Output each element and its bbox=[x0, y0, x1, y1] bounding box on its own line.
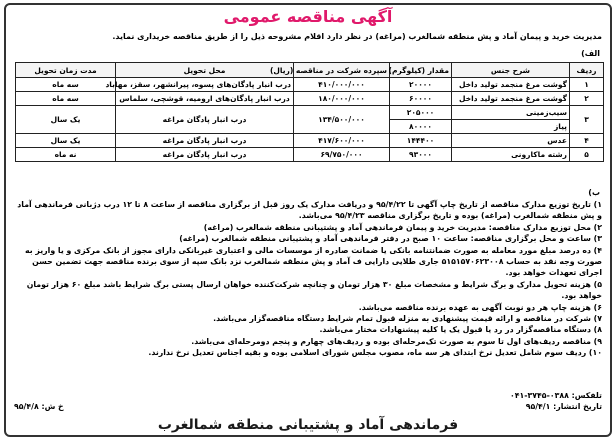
clause: ۱) تاریخ توزیع مدارک مناقصه از تاریخ چاپ آگهی تا ۹۵/۴/۲۲ و دریافت مدارک یک روز قبل از برگزاری مناقصه از ساعت ۸ تا ۱۲ درب دژبانی فرماندهی آماد و پش منطقه شمالغرب (مراغه) بوده و تاریخ برگزاری مناقصه ۹۵/۴/۲۳ می‌باشد. bbox=[17, 200, 602, 221]
cell-time: یک سال bbox=[16, 134, 116, 148]
footer bbox=[14, 390, 602, 412]
cell-place: درب انبار پادگان مراغه bbox=[116, 148, 294, 162]
cell-no: ۵ bbox=[570, 148, 604, 162]
col-header-qty: مقدار (کیلوگرم) bbox=[390, 63, 452, 78]
cell-place: درب انبار پادگان‌های پسوه، پیرانشهر، سقز، مهاباد bbox=[116, 78, 294, 92]
table-row bbox=[16, 148, 604, 162]
page-title: آگهی مناقصه عمومی bbox=[223, 7, 393, 26]
cell-time: سه ماه bbox=[16, 78, 116, 92]
cell-item: رشته ماکارونی bbox=[452, 148, 570, 162]
cell-qty: ۹۳۰۰۰ bbox=[390, 148, 452, 162]
cell-no: ۴ bbox=[570, 134, 604, 148]
clause: ۹) مناقصه ردیف‌های اول تا سوم به صورت تک‌مرحله‌ای بوده و ردیف‌های چهارم و پنجم دومرحله‌ای می‌باشد. bbox=[191, 336, 602, 346]
cell-deposit: ۱۸۰/۰۰۰/۰۰۰ bbox=[294, 92, 390, 106]
cell-no: ۱ bbox=[570, 78, 604, 92]
clause: ۸) دستگاه مناقصه‌گزار در رد یا قبول یک یا کلیه پیشنهادات مختار می‌باشد. bbox=[319, 325, 602, 335]
cell-deposit: ۴۱۷/۶۰۰/۰۰۰ bbox=[294, 134, 390, 148]
col-header-item: شرح جنس bbox=[452, 63, 570, 78]
cell-place: درب انبار پادگان مراغه bbox=[116, 106, 294, 134]
cell-place: درب انبار پادگان مراغه bbox=[116, 134, 294, 148]
cell-qty: ۱۴۴۴۰۰ bbox=[390, 134, 452, 148]
table-header-row bbox=[16, 63, 604, 78]
table-row bbox=[16, 78, 604, 92]
clause: ۲) محل توزیع مدارک مناقصه: مدیریت خرید و پیمان فرماندهی آماد و پشتیبانی منطقه شمالغرب (مراغه) bbox=[203, 222, 602, 232]
table-row bbox=[16, 92, 604, 106]
clause: ۴) ده درصد مبلغ مورد معامله به صورت ضمانتنامه بانکی یا ضمانت صادره از موسسات مالی و اعتباری غیربانکی دارای مجوز از بانک مرکزی و یا واریز به صورت وجه نقد به حساب ۵۱۵۱۵۷۰۶۲۳۰۰۸ جاری طلایی دارایی ف آماد و پش منطقه شمالغرب نزد بانک سپه از سوی برنده مناقصه جهت تضمین حسن اجرای تعهدات خواهد بود. bbox=[25, 245, 602, 278]
cell-qty: ۲۰۵۰۰۰ bbox=[390, 106, 452, 120]
cell-time: نه ماه bbox=[16, 148, 116, 162]
clause: ۳) ساعت و محل برگزاری مناقصه: ساعت ۱۰ صبح در دفتر فرماندهی آماد و پشتیبانی منطقه شمالغرب (مراغه) bbox=[179, 234, 602, 244]
cell-deposit: ۴۱۰/۰۰۰/۰۰۰ bbox=[294, 78, 390, 92]
col-header-time: مدت زمان تحویل bbox=[16, 63, 116, 78]
clause: ۶) هزینه چاپ هر دو نوبت آگهی به عهده برنده مناقصه می‌باشد. bbox=[358, 302, 602, 312]
publish-date-1: تاریخ انتشار: ۹۵/۴/۱ bbox=[525, 402, 602, 411]
clause: ۱۰) ردیف سوم شامل تعدیل نرخ ابتدای هر سه ماه، مصوب مجلس شورای اسلامی بوده و بقیه اجناس تعدیل نرخ ندارند. bbox=[148, 348, 602, 358]
cell-time: سه ماه bbox=[16, 92, 116, 106]
cell-item: پیاز bbox=[452, 120, 570, 134]
phone-text: تلفکس: ۰۳۸۸-۳۷۴۵-۰۴۱ bbox=[510, 391, 602, 400]
organization-name: فرماندهی آماد و پشتیبانی منطقه شمالغرب bbox=[157, 417, 459, 433]
cell-place: درب انبار پادگان‌های ارومیه، قوشچی، سلماس bbox=[116, 92, 294, 106]
cell-deposit: ۶۹/۷۵۰/۰۰۰ bbox=[294, 148, 390, 162]
cell-item: عدس bbox=[452, 134, 570, 148]
section-a-label: الف) bbox=[581, 49, 600, 58]
cell-item: گوشت مرغ منجمد تولید داخل bbox=[452, 92, 570, 106]
clause: ۷) شرکت در مناقصه و ارائه قیمت پیشنهادی به منزله قبول تمام شرایط دستگاه مناقصه‌گزار می‌باشد. bbox=[213, 314, 602, 324]
col-header-no: ردیف bbox=[570, 63, 604, 78]
cell-deposit: ۱۳۴/۵۰۰/۰۰۰ bbox=[294, 106, 390, 134]
cell-qty: ۲۰۰۰۰ bbox=[390, 78, 452, 92]
table-row bbox=[16, 106, 604, 120]
cell-no: ۳ bbox=[570, 106, 604, 134]
cell-qty: ۶۰۰۰۰ bbox=[390, 92, 452, 106]
intro-text: مدیریت خرید و پیمان آماد و پش منطقه شمالغرب (مراغه) در نظر دارد اقلام مشروحه ذیل را از طریق مناقصه خریداری نماید. bbox=[112, 32, 602, 41]
publish-date-2: خ ش: ۹۵/۴/۸ bbox=[14, 402, 64, 411]
col-header-place: محل تحویل bbox=[116, 63, 294, 78]
items-table bbox=[15, 62, 604, 162]
section-b-label: ب) bbox=[588, 188, 600, 197]
date-row bbox=[14, 401, 602, 412]
cell-item: گوشت مرغ منجمد تولید داخل bbox=[452, 78, 570, 92]
advertisement-page bbox=[4, 3, 612, 437]
clauses-list bbox=[14, 199, 602, 359]
clause: ۵) هزینه تحویل مدارک و برگ شرایط و مشخصات مبلغ ۳۰ هزار تومان و چنانچه شرکت‌کننده خواهان ارسال پستی برگ شرایط باشد مبلغ ۶۰ هزار تومان خواهد بود. bbox=[26, 279, 602, 301]
cell-item: سیب‌زمینی bbox=[452, 106, 570, 120]
table-row bbox=[16, 134, 604, 148]
cell-qty: ۸۰۰۰۰ bbox=[390, 120, 452, 134]
cell-time: یک سال bbox=[16, 106, 116, 134]
col-header-deposit: سپرده شرکت در مناقصه (ریال) bbox=[294, 63, 390, 78]
cell-no: ۲ bbox=[570, 92, 604, 106]
